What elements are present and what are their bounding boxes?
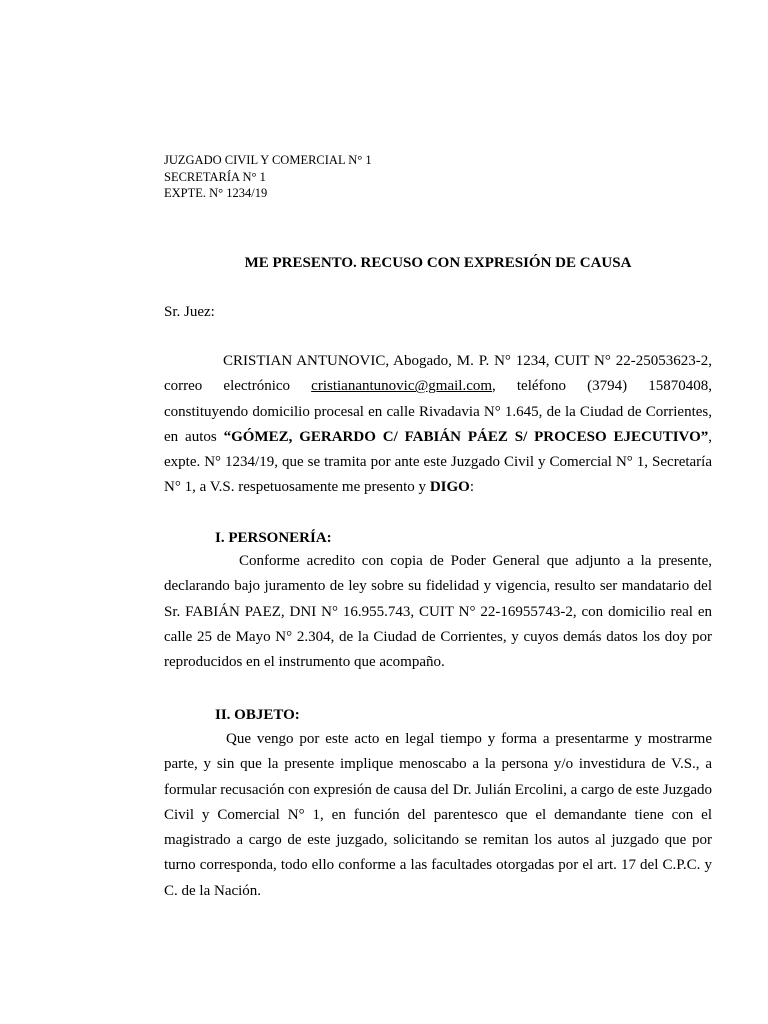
digo-keyword: DIGO bbox=[429, 479, 470, 496]
document-title: ME PRESENTO. RECUSO CON EXPRESIÓN DE CAUSA bbox=[244, 255, 632, 271]
section-body-personeria: Conforme acredito con copia de Poder General que adjunto a la presente, declarando bajo juramento de ley sobre su fidelidad y vigencia, resulto ser mandatario del Sr. FABIÁN PAEZ, DNI N° 16.955.743, CUIT N° 22-16955743-2, con domicilio real en calle 25 de Mayo N° 2.304, de la Ciudad de Corrientes, y cuyos demás datos los doy por reproducidos en el instrumento que acompaño. bbox=[164, 553, 712, 671]
intro-text-4: : bbox=[469, 479, 474, 496]
section-heading-personeria: I. PERSONERÍA: bbox=[215, 530, 332, 546]
salutation: Sr. Juez: bbox=[164, 304, 215, 320]
section-body-objeto: Que vengo por este acto en legal tiempo y forma a presentarme y mostrarme parte, y sin que la presente implique menoscabo a la persona y/o investidura de V.S., a formular recusación con expresión de causa del Dr. Julián Ercolini, a cargo de este Juzgado Civil y Comercial N° 1, en función del parentesco que el demandante tiene con el magistrado a cargo de este juzgado, solicitando se remitan los autos al juzgado que por turno corresponda, todo ello conforme a las facultades otorgadas por el art. 17 del C.P.C. y C. de la Nación. bbox=[164, 731, 712, 899]
case-header bbox=[164, 152, 372, 202]
intro-text-2: , teléfono (3794) 15870408, constituyendo domicilio procesal en calle Rivadavia N° 1.645, de la Ciudad de Corrientes, en autos bbox=[164, 378, 713, 445]
court-name: JUZGADO CIVIL Y COMERCIAL N° 1 bbox=[164, 153, 372, 167]
intro-paragraph bbox=[164, 349, 712, 501]
secretary-number: SECRETARÍA N° 1 bbox=[164, 169, 266, 184]
section-heading-objeto: II. OBJETO: bbox=[215, 707, 300, 723]
case-title: “GÓMEZ, GERARDO C/ FABIÁN PÁEZ S/ PROCESO EJECUTIVO” bbox=[223, 428, 709, 445]
intro-text-1: CRISTIAN ANTUNOVIC, Abogado, M. P. N° 1234, CUIT N° 22-25053623-2, correo electrónico bbox=[164, 353, 712, 395]
file-number: EXPTE. N° 1234/19 bbox=[164, 186, 268, 200]
intro-text-3: , expte. N° 1234/19, que se tramita por ante este Juzgado Civil y Comercial N° 1, Secretaría N° 1, a V.S. respetuosamente me presento y bbox=[164, 428, 712, 496]
email-link[interactable]: cristianantunovic@gmail.com bbox=[311, 378, 493, 395]
